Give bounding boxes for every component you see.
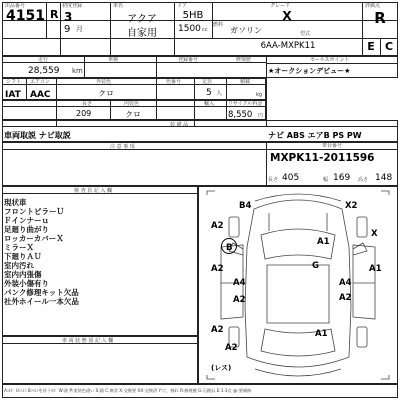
damage-a2-lower-right: A2	[339, 293, 352, 303]
capacity-label: 定員	[202, 79, 213, 85]
damage-note: (レス)	[211, 364, 232, 372]
dim-length-label: 長さ	[268, 177, 279, 183]
capacity-unit: 人	[216, 90, 223, 97]
remark-line: パンク修理キット欠品	[4, 288, 79, 297]
lot-number: 4151	[6, 8, 45, 24]
cc-unit: cc	[202, 27, 208, 33]
model-label: 型式	[300, 31, 311, 37]
color-code-label: 色番号	[166, 79, 182, 85]
fuel-label: 燃料	[213, 22, 224, 28]
load-label: 積載	[240, 79, 251, 85]
damage-a2-lower: A2	[233, 295, 246, 305]
remark-line: フロントピラーＵ	[4, 207, 64, 216]
score-label: 評価点	[365, 3, 381, 9]
exterior-color: クロ	[98, 89, 114, 98]
dim-width: 169	[333, 173, 351, 183]
car-outline-icon	[199, 187, 397, 383]
remark-line: 現状車	[4, 198, 27, 207]
car-diagram	[198, 186, 398, 384]
remark-line: ミラーＸ	[4, 243, 34, 252]
damage-g: G	[312, 261, 319, 271]
remark-line: 足廻り曲がり	[4, 225, 49, 234]
dim-length: 405	[282, 173, 300, 183]
interior-color-label: 内装色	[124, 101, 140, 107]
grade-label: グレード	[270, 3, 291, 9]
damage-x2: X2	[345, 201, 358, 211]
remark-line: 室内汚れ	[4, 261, 34, 270]
car-name: アクア	[127, 14, 157, 25]
mileage-unit: km	[72, 67, 83, 75]
equipment-label: 装 備 品	[170, 122, 189, 128]
lot-label: 出品番号	[5, 3, 26, 9]
remark-line: Ｆインナーｕ	[4, 216, 49, 225]
dim-width-label: 幅	[323, 177, 329, 183]
score: R	[374, 9, 386, 27]
recycle-unit: 円	[258, 113, 264, 119]
remark-line: 外装小傷有り	[4, 279, 49, 288]
ac-label: エアコン	[30, 79, 50, 85]
damage-x: X	[371, 229, 378, 239]
mileage: 28,559	[28, 66, 60, 76]
doors: 5HB	[182, 10, 204, 21]
recycle-fee: 8,550	[228, 110, 253, 120]
month: 9	[64, 24, 71, 35]
chassis-label: 車台番号	[322, 143, 343, 149]
exterior-grade: C	[384, 40, 394, 53]
recycle-label: リサイクル料金	[228, 101, 263, 107]
dim-height-label: 高さ	[358, 177, 369, 183]
registration-label: 登録番号	[178, 57, 199, 63]
damage-a4-right: A4	[339, 278, 352, 288]
car-name-label: 車名	[113, 3, 124, 9]
capacity: 5	[206, 88, 212, 98]
length-value: 209	[76, 109, 92, 118]
mileage-label: 走行	[38, 57, 49, 63]
damage-a1-mid: A1	[369, 264, 382, 274]
ac: AAC	[30, 90, 51, 100]
notes-label: 注 意 事 項	[110, 144, 135, 150]
sales-point-label: セールスポイント	[310, 57, 350, 63]
remark-line: 社外ホイール一本欠品	[4, 297, 79, 306]
damage-a2-bottom: A2	[211, 325, 224, 335]
damage-a2-bottom-2: A2	[225, 343, 238, 353]
remark-line: 下廻りＡＵ	[4, 252, 42, 261]
legend-text: A:ｷｽﾞ U:ﾍｺﾐ B:ﾍｺﾐを伴うｷｽﾞ W:波 P:塗装色違い S:錆 C:腐食 X:交換要 XX:交換済 Y:穴、割れ R:修理歴 G:石跳ね E:1-3点 @:要補修	[4, 388, 252, 393]
inspection-label: 車検	[108, 57, 119, 63]
damage-a1-top: A1	[317, 237, 330, 247]
month-unit: 月	[76, 25, 83, 33]
damage-circle	[221, 238, 237, 254]
load-unit: kg	[256, 92, 263, 98]
era: R	[50, 8, 59, 21]
damage-b4: B4	[239, 201, 252, 211]
footer-label: 車 両 状 態 図 記 入 欄	[62, 338, 114, 344]
damage-a2-left: A2	[211, 264, 224, 274]
remark-line: 室内内張傷	[4, 270, 42, 279]
grade: X	[282, 9, 292, 23]
interior-grade: E	[367, 40, 375, 53]
inspector-label: 検 査 員 記 入 欄	[74, 188, 112, 194]
dim-height: 148	[375, 173, 393, 183]
damage-a4-left: A4	[233, 278, 246, 288]
equipment-left: 車両取説 ナビ取説	[4, 131, 71, 140]
model-code: 6AA-MXPK11	[260, 41, 316, 51]
interior-color: クロ	[125, 110, 141, 119]
sales-point: ★オークションデビュー★	[268, 67, 351, 75]
history-label: 修復歴	[236, 57, 252, 63]
fuel: ガソリン	[230, 26, 262, 35]
chassis-number: MXPK11-2011596	[270, 152, 375, 164]
shift: IAT	[5, 90, 21, 100]
damage-a1-bottom: A1	[315, 329, 328, 339]
import-label: 輸入	[204, 101, 215, 107]
usage: 自家用	[127, 28, 157, 39]
length-label: 長さ	[82, 101, 93, 107]
year: 3	[64, 10, 73, 24]
damage-a2-top: A2	[211, 221, 224, 231]
shift-label: シフト	[6, 79, 22, 85]
remark-line: ロッカーカバーＸ	[4, 234, 64, 243]
damage-b: B	[226, 243, 233, 253]
displacement: 1500	[178, 24, 201, 34]
year-label: 初度登録	[62, 3, 83, 9]
doors-label: ドア	[177, 3, 187, 9]
equipment-right: ナビ ABS エアB PS PW	[268, 131, 362, 140]
exterior-color-label: 外装色	[96, 79, 112, 85]
